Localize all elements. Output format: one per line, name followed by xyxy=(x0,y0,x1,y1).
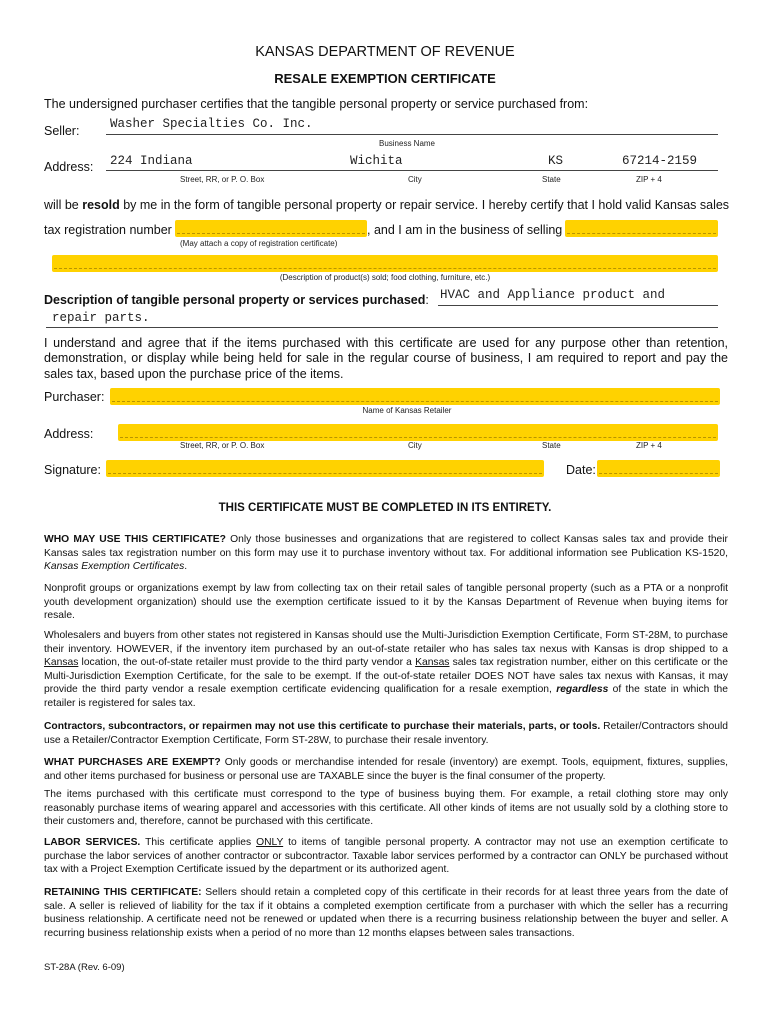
description-value-line2[interactable]: repair parts. xyxy=(52,311,150,325)
date-field[interactable] xyxy=(597,460,720,477)
seller-city-value[interactable]: Wichita xyxy=(350,154,403,168)
business-name-caption: Business Name xyxy=(378,139,436,148)
purchaser-address-field[interactable] xyxy=(118,424,718,441)
p-zip-caption: ZIP + 4 xyxy=(636,441,662,450)
p-street-caption: Street, RR, or P. O. Box xyxy=(180,441,265,450)
retailer-name-caption: Name of Kansas Retailer xyxy=(362,406,452,415)
resold-statement: will be resold by me in the form of tangible personal property or repair service. I hereby certify that I hold valid Kansas sales xyxy=(44,198,730,212)
street-caption: Street, RR, or P. O. Box xyxy=(180,175,265,184)
purchaser-label: Purchaser: xyxy=(44,390,105,404)
p-city-caption: City xyxy=(408,441,422,450)
seller-name-value[interactable]: Washer Specialties Co. Inc. xyxy=(110,117,313,131)
p-state-caption: State xyxy=(542,441,561,450)
date-label: Date: xyxy=(566,463,596,477)
labor-services-paragraph: LABOR SERVICES. This certificate applies ONLY to items of tangible personal property. A contractor may not use an exemption certificate to purchase the labor services of another contractor or subcontractor. Taxable labor services performed by a contractor can ONLY be purchased without tax with a Project Exemption Certificate issued by the department or its authorized agent. xyxy=(44,837,729,876)
contractors-paragraph: Contractors, subcontractors, or repairmen may not use this certificate to purchase their materials, parts, or tools. Retailer/Contractors should use a Retailer/Contractor Exemption Certificate, Form ST-28W, to purchase their resale inventory. xyxy=(44,721,728,746)
seller-address-line xyxy=(106,170,718,171)
products-caption: (Description of product(s) sold; food clothing, furniture, etc.) xyxy=(279,273,491,282)
what-exempt-paragraph: WHAT PURCHASES ARE EXEMPT? Only goods or merchandise intended for resale (inventory) are exempt. Tools, equipment, fixtures, supplies, and other items purchased for business or personal use are TAXABLE since the buyer is the final consumer of the property. xyxy=(44,757,728,782)
agreement-paragraph: I understand and agree that if the items purchased with this certificate are used for any purpose other than retention, demonstration, or display while being held for sale in the regular course of business, I am required to report and pay the sales tax, based upon the purchase price of the items. xyxy=(44,336,728,381)
reg-caption: (May attach a copy of registration certificate) xyxy=(180,239,338,248)
seller-zip-value[interactable]: 67214-2159 xyxy=(622,154,698,168)
who-may-use-paragraph: WHO MAY USE THIS CERTIFICATE? Only those businesses and organizations that are registered to collect Kansas sales tax and provide their Kansas sales tax registration number on this form may use it to purchase inventory without tax. For additional information see Publication KS-1520, Kansas Exemption Certificates. xyxy=(44,534,728,573)
tax-registration-number-field[interactable] xyxy=(175,220,367,237)
seller-street-value[interactable]: 224 Indiana xyxy=(110,154,193,168)
tax-reg-label: tax registration number xyxy=(44,223,172,237)
purchaser-name-field[interactable] xyxy=(110,388,720,405)
city-caption: City xyxy=(408,175,422,184)
purchaser-address-label: Address: xyxy=(44,427,94,441)
wholesalers-paragraph: Wholesalers and buyers from other states not registered in Kansas should use the Multi-Jurisdiction Exemption Certificate, Form ST-28M, to purchase their inventory. HOWEVER, if the inventory item purchased by an out-of-state retailer who has sales tax nexus with Kansas is drop shipped to a Kansas location, the out-of-state retailer must provide to the third party vendor a Kansas sales tax registration number, either on this certificate or the Multi-Jurisdiction Exemption Certificate, for the sale to be exempt. If the out-of-state retailer DOES NOT have sales tax nexus with Kansas, it may provide the third party vendor a resale exemption certificate evidencing qualification for a resale exemption, regardless of the state in which the retailer is registered for sales tax. xyxy=(44,630,729,709)
seller-address-label: Address: xyxy=(44,160,94,174)
nonprofit-paragraph: Nonprofit groups or organizations exempt by law from collecting tax on their retail sales of tangible personal property (such as a PTA or a nonprofit youth development organization) should use the exemption certificate issued to it by the Kansas Department of Revenue when buying items for resale. xyxy=(44,583,728,622)
form-id: ST-28A (Rev. 6-09) xyxy=(44,962,125,973)
seller-name-line xyxy=(106,134,718,135)
products-sold-field[interactable] xyxy=(52,255,718,272)
description-value-line1[interactable]: HVAC and Appliance product and xyxy=(440,288,666,302)
agency-name: KANSAS DEPARTMENT OF REVENUE xyxy=(255,44,515,60)
retaining-paragraph: RETAINING THIS CERTIFICATE: Sellers should retain a completed copy of this certificate in their records for at least three years from the date of sale. A seller is relieved of liability for the tax if it obtains a completed exemption certificate from a purchaser with which the seller has a recurring business relationship. A certificate need not be renewed or updated when there is a recurring business relationship between the buyer and seller. A recurring business relationship exists when a period of no more than 12 months elapses between sales transactions. xyxy=(44,887,729,939)
seller-label: Seller: xyxy=(44,124,80,138)
signature-label: Signature: xyxy=(44,463,101,477)
description-line2 xyxy=(46,327,718,328)
must-complete-heading: THIS CERTIFICATE MUST BE COMPLETED IN ITS ENTIRETY. xyxy=(218,502,552,514)
items-paragraph: The items purchased with this certificate must correspond to the type of business buying them. For example, a retail clothing store may only reasonably purchase items of wearing apparel and accessories with this certificate. All other kinds of items are not usually sold by a clothing store to their customers and, therefore, cannot be purchased with this certificate. xyxy=(44,789,728,828)
business-selling-field[interactable] xyxy=(565,220,718,237)
zip-caption: ZIP + 4 xyxy=(636,175,662,184)
seller-state-value[interactable]: KS xyxy=(548,154,564,168)
form-title: RESALE EXEMPTION CERTIFICATE xyxy=(274,71,496,86)
description-label: Description of tangible personal property or services purchased: xyxy=(44,293,429,307)
description-line1 xyxy=(438,305,718,306)
business-selling-label: , and I am in the business of selling xyxy=(367,223,563,237)
state-caption: State xyxy=(542,175,561,184)
intro-text: The undersigned purchaser certifies that the tangible personal property or service purchased from: xyxy=(44,97,589,111)
signature-field[interactable] xyxy=(106,460,544,477)
